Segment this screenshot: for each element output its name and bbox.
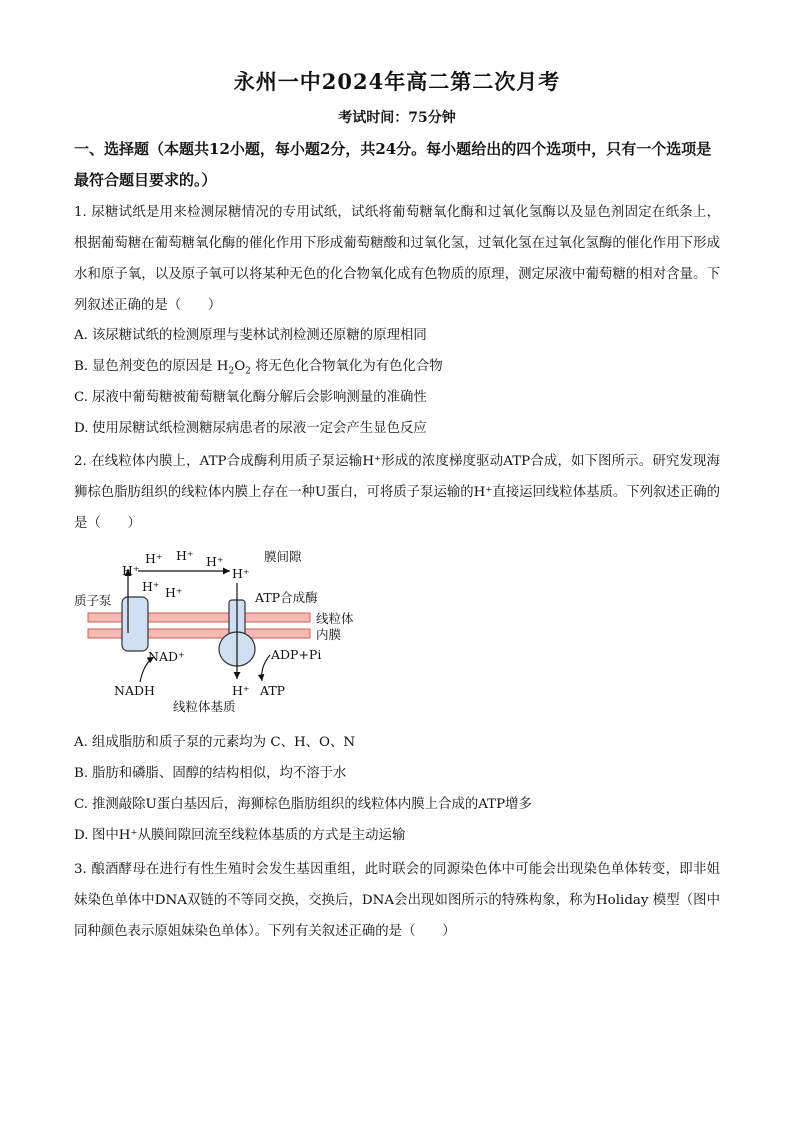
arrow-adp-atp	[262, 655, 270, 681]
option-label: C.	[74, 390, 89, 405]
question-1-option-c[interactable]	[74, 388, 427, 408]
option-label: A.	[74, 328, 88, 343]
option-label: A.	[74, 735, 88, 750]
label-h-plus: H⁺	[176, 548, 194, 563]
proton-pump-shape	[122, 597, 148, 651]
subscript: 2	[245, 366, 251, 377]
mitochondria-membrane-diagram	[70, 545, 370, 720]
question-2-stem: 2. 在线粒体内膜上，ATP合成酶利用质子泵运输H⁺形成的浓度梯度驱动ATP合成，如下图所示。研究发现海狮棕色脂肪组织的线粒体内膜上存在一种U蛋白，可将质子泵运输的H⁺直接运回线粒体基质。下列叙述正确的是（ ）	[74, 454, 720, 531]
label-matrix: 线粒体基质	[173, 699, 236, 714]
label-h-plus: H⁺	[142, 579, 160, 594]
question-1-stem: 1. 尿糖试纸是用来检测尿糖情况的专用试纸，试纸将葡萄糖氧化酶和过氧化氢酶以及显色剂固定在纸条上，根据葡萄糖在葡萄糖氧化酶的催化作用下形成葡萄糖酸和过氧化氢，过氧化氢在过氧化氢酶的催化作用下形成水和原子氧，以及原子氧可以将某种无色的化合物氧化成有色物质的原理，测定尿液中葡萄糖的相对含量。下列叙述正确的是（ ）	[74, 205, 720, 313]
option-text: 推测敲除U蛋白基因后，海狮棕色脂肪组织的线粒体内膜上合成的ATP增多	[92, 797, 532, 812]
exam-duration: 考试时间：75分钟	[338, 110, 456, 126]
question-1-option-a[interactable]	[74, 326, 427, 346]
label-h-plus: H⁺	[206, 554, 224, 569]
option-text: 图中H⁺从膜间隙回流至线粒体基质的方式是主动运输	[92, 828, 406, 843]
label-intermembrane-space: 膜间隙	[264, 549, 302, 564]
inner-membrane-bottom	[88, 629, 310, 638]
option-text: 该尿糖试纸的检测原理与斐林试剂检测还原糖的原理相同	[92, 328, 427, 343]
subscript: 2	[228, 366, 235, 377]
question-2-option-b[interactable]	[74, 764, 346, 784]
label-proton-pump: 质子泵	[74, 593, 112, 608]
label-atp-synthase: ATP合成酶	[255, 590, 318, 605]
label-h-plus: H⁺	[232, 683, 250, 698]
option-text: 组成脂肪和质子泵的元素均为 C、H、O、N	[92, 735, 356, 750]
option-text: 使用尿糖试纸检测糖尿病患者的尿液一定会产生显色反应	[92, 421, 427, 436]
option-label: B.	[74, 766, 89, 781]
question-2-option-d[interactable]	[74, 826, 405, 846]
label-h-plus: H⁺	[122, 563, 140, 578]
question-2-option-a[interactable]	[74, 733, 355, 753]
exam-title: 永州一中2024年高二第二次月考	[233, 69, 561, 94]
option-text-post: 将无色化合物氧化为有色化合物	[250, 359, 443, 374]
option-text-pre: 显色剂变色的原因是 H	[92, 359, 229, 374]
option-label: D.	[74, 828, 89, 843]
option-text: 脂肪和磷脂、固醇的结构相似，均不溶于水	[92, 766, 347, 781]
label-h-plus: H⁺	[165, 585, 183, 600]
option-label: B.	[74, 359, 89, 374]
label-h-plus: H⁺	[232, 566, 250, 581]
option-text: 尿液中葡萄糖被葡萄糖氧化酶分解后会影响测量的准确性	[92, 390, 427, 405]
label-atp: ATP	[260, 683, 286, 698]
option-text-mid: O	[234, 359, 246, 374]
option-label: C.	[74, 797, 89, 812]
label-nad: NAD⁺	[148, 649, 185, 664]
question-2-option-c[interactable]	[74, 795, 532, 815]
question-1-option-d[interactable]	[74, 419, 427, 439]
inner-membrane-top	[88, 613, 310, 622]
label-inner-membrane-1: 线粒体	[316, 611, 354, 626]
label-h-plus: H⁺	[145, 551, 163, 566]
label-nadh: NADH	[114, 683, 155, 698]
question-1-option-b[interactable]	[74, 357, 443, 377]
option-label: D.	[74, 421, 89, 436]
question-3-stem: 3. 酿酒酵母在进行有性生殖时会发生基因重组，此时联会的同源染色体中可能会出现染色单体转变，即非姐妹染色单体中DNA双链的不等同交换，交换后，DNA会出现如图所示的特殊构象，称为Holiday 模型（图中同种颜色表示原姐妹染色单体）。下列有关叙述正确的是（ ）	[74, 862, 720, 939]
section-heading: 一、选择题（本题共12小题，每小题2分，共24分。每小题给出的四个选项中，只有一个选项是最符合题目要求的。）	[74, 140, 712, 189]
label-inner-membrane-2: 内膜	[316, 627, 342, 642]
label-adp-pi: ADP+Pi	[271, 647, 322, 662]
